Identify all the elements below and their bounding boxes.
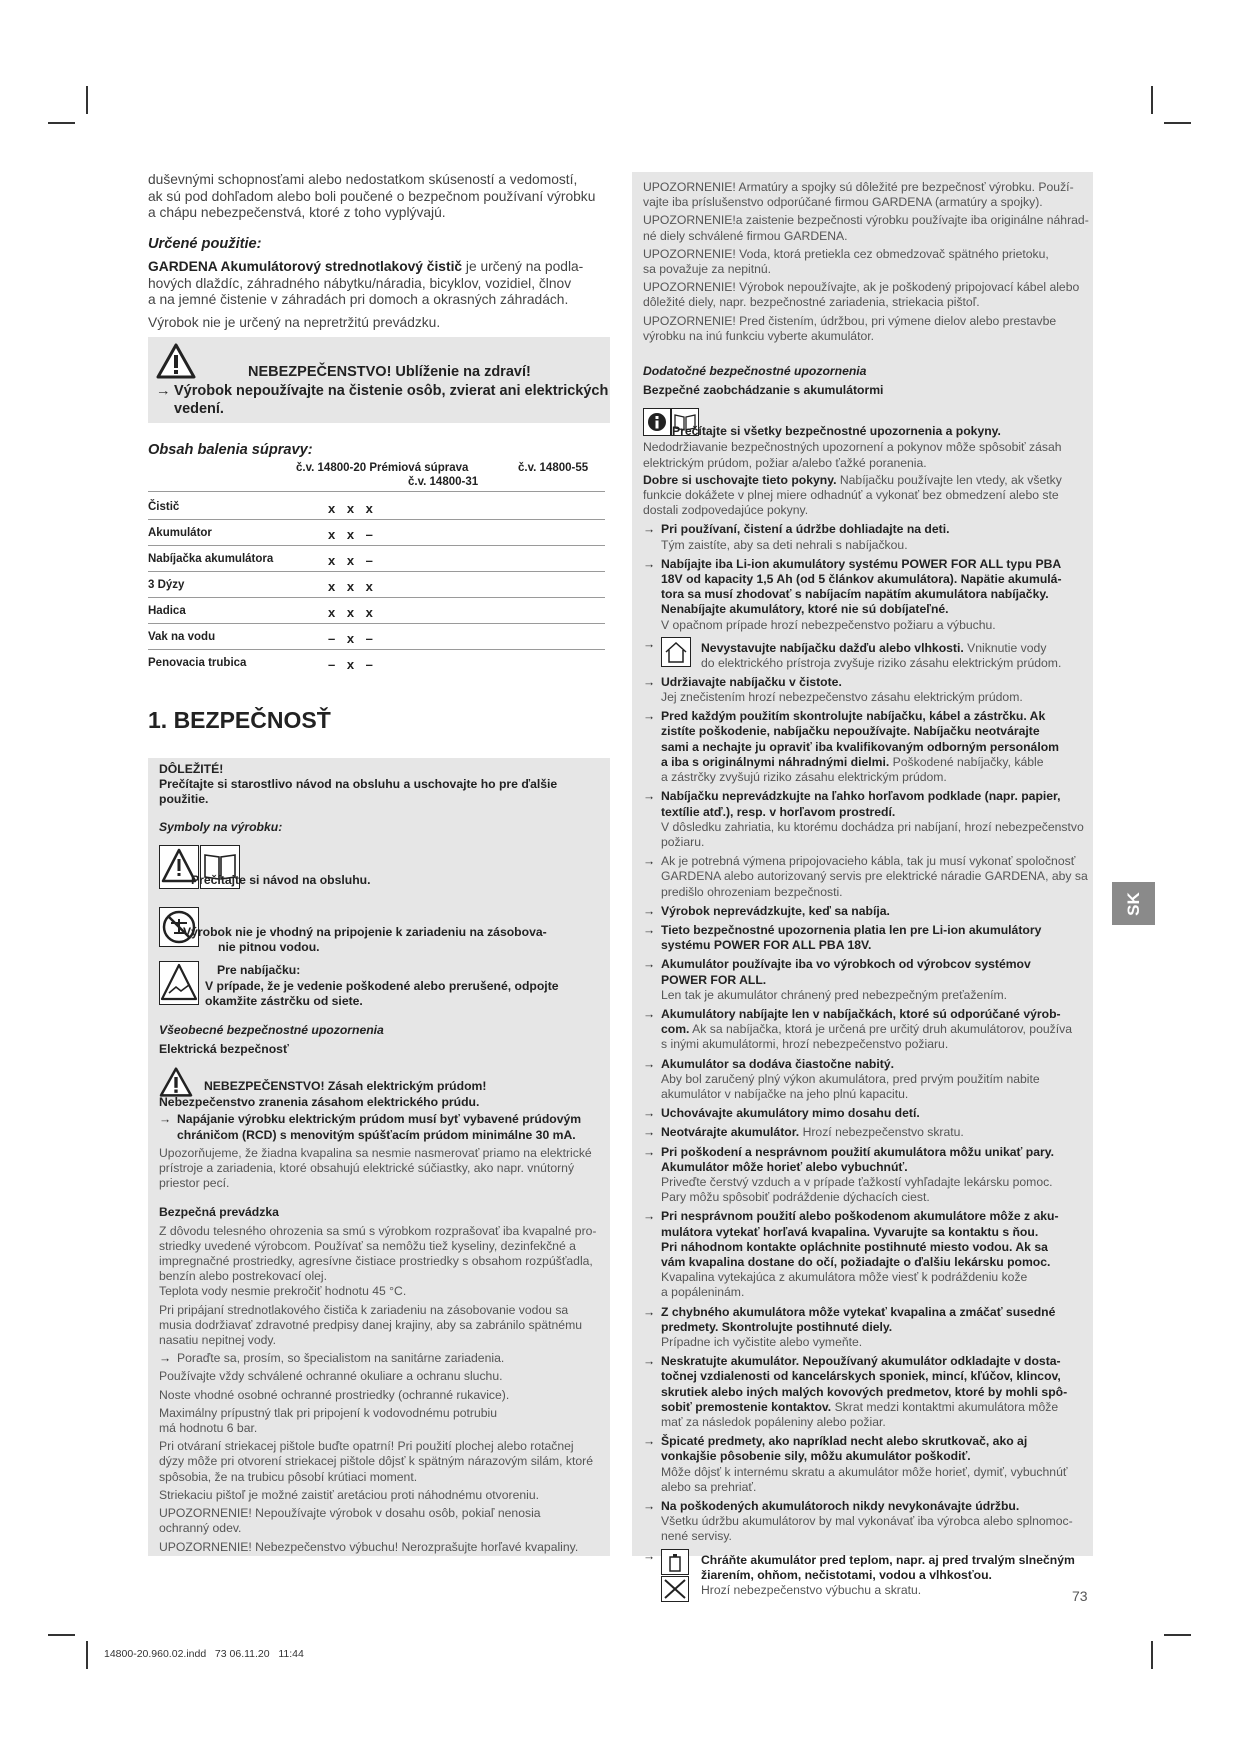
text-line: UPOZORNENIE!a zaistenie bezpečnosti výrobku používajte iba originálne náhrad- <box>643 213 1089 228</box>
text-line: výrobku na inú funkciu vyberte akumulátor. <box>643 328 875 343</box>
row-marks: x x x <box>328 605 377 620</box>
text-line: → Pred každým použitím skontrolujte nabíjačku, kábel a zástrčku. Ak <box>661 709 1046 724</box>
warning-icon <box>156 343 196 379</box>
read-all-row <box>643 408 1089 438</box>
text-line: vám kvapalina dostane do očí, požiadajte o ďalšiu lekársku pomoc. <box>661 1254 1051 1269</box>
danger-health-box <box>148 337 610 423</box>
table-row <box>148 651 605 675</box>
explosion-warning: UPOZORNENIE! Nebezpečenstvo výbuchu! Nerozprašujte horľavé kvapaliny. <box>159 1539 579 1554</box>
note-damaged <box>643 280 1089 310</box>
item-chargers <box>643 1007 1089 1053</box>
text-line: elektrickým prúdom, požiar a/alebo ťažké poranenia. <box>643 455 927 470</box>
text-line: UPOZORNENIE! Nepoužívajte výrobok v dosahu osôb, pokiaľ nenosia <box>159 1506 541 1521</box>
text-span: Nabíjačku používajte len vtedy, ak všetky <box>836 472 1062 487</box>
note-fittings <box>643 180 1089 210</box>
danger-electric <box>159 1067 605 1093</box>
text-span: Nevystavujte nabíjačku dažďu alebo vlhkosti. <box>701 640 964 655</box>
crop-mark <box>86 86 88 114</box>
text-line: zistíte poškodenie, nabíjačku nepoužívajte. Nabíjačku neotvárajte <box>661 724 1040 739</box>
text-line: → Udržiavajte nabíjačku v čistote. <box>661 674 842 689</box>
electric-heading: Elektrická bezpečnosť <box>159 1042 289 1057</box>
text-line: a na jemné čistenie v záhradách pri domoch a okrasných záhradách. <box>148 292 569 307</box>
lock-text: Striekaciu pištoľ je možné zaistiť aretáciou proti náhodnému otvoreniu. <box>159 1487 540 1502</box>
text-line: Pri náhodnom kontakte opláchnite postihnuté miesto vodou. Ak sa <box>661 1239 1048 1254</box>
text-span: Neotvárajte akumulátor. <box>661 1125 800 1140</box>
text-line: → Pri používaní, čistení a údržbe dohliadajte na deti. <box>661 522 950 537</box>
text-line: Nedodržiavanie bezpečnostných upozornení a pokynov môže spôsobiť zásah <box>643 440 1062 455</box>
note-spare-parts <box>643 213 1089 243</box>
crop-mark <box>1151 1641 1153 1669</box>
crop-mark <box>1151 86 1153 114</box>
general-heading: Všeobecné bezpečnostné upozornenia <box>159 1022 384 1037</box>
text-span: a iba s originálnymi náhradnými dielmi. <box>661 754 890 769</box>
text-line: benzín alebo postrekovací olej. <box>159 1269 328 1284</box>
important-title: DÔLEŽITÉ! <box>159 762 224 776</box>
house-icon <box>661 637 691 667</box>
text-line: Pri pripájaní strednotlakového čističa k zariadeniu na zásobovanie vodou sa <box>159 1302 569 1317</box>
table-row <box>148 625 605 650</box>
table-row <box>148 599 605 624</box>
text-line: → Chráňte akumulátor pred teplom, napr. aj pred trvalým slnečným <box>701 1552 1075 1567</box>
danger-health-text <box>156 383 618 418</box>
text-line: Akumulátor môže horieť alebo vybuchnúť. <box>661 1159 908 1174</box>
text-line: sa považuje za nepitnú. <box>643 262 772 277</box>
row-marks: x x x <box>328 579 377 594</box>
intro-line: a chápu nebezpečenstvá, ktoré z toho vyplývajú. <box>148 205 446 220</box>
specialist-advice: → Poraďte sa, prosím, so špecialistom na sanitárne zariadenia. <box>159 1351 605 1366</box>
text-span: sobiť premostenie kontaktov. <box>661 1399 832 1414</box>
text-line: hových dlaždíc, záhradného nábytku/náradia, bicyklov, vozidiel, člnov <box>148 275 572 291</box>
text-line: dýzy môže pri otvorení striekacej pištole dôjsť k spätným nárazovým silám, ktoré <box>159 1454 594 1469</box>
warning-icon <box>159 1067 193 1097</box>
neglect-text <box>643 440 1089 470</box>
text-line: Hrozí nebezpečenstvo výbuchu a skratu. <box>701 1583 922 1598</box>
continuous-use-note: Výrobok nie je určený na nepretržitú prevádzku. <box>148 314 441 330</box>
text-line: s inými akumulátormi, hrozí nebezpečenstvo požiaru. <box>661 1037 949 1052</box>
text-line: Len tak je akumulátor chránený pred nebezpečným preťažením. <box>661 987 1008 1002</box>
row-marks: – x – <box>328 657 377 672</box>
text-line: V prípade, že je vedenie poškodené alebo prerušené, odpojte <box>205 978 559 993</box>
note-remove-battery <box>643 314 1089 344</box>
col-header-31: č.v. 14800-31 <box>408 476 479 488</box>
text-line: → Nabíjačku neprevádzkujte na ľahko horľavom podklade (napr. papier, <box>661 789 1061 804</box>
text-line: Výrobok nie je vhodný na pripojenie k zariadeniu na zásobova- <box>183 924 547 939</box>
text-line: UPOZORNENIE! Voda, ktorá pretiekla cez obmedzovač spätného prietoku, <box>643 246 1049 261</box>
col-header-20: č.v. 14800-20 Prémiová súprava <box>296 462 469 474</box>
danger-health-title: NEBEZPEČENSTVO! Ublíženie na zdraví! <box>248 364 531 380</box>
text-line: systému POWER FOR ALL PBA 18V. <box>661 938 872 953</box>
crop-mark <box>48 122 75 124</box>
no-fire-icon <box>661 1576 689 1602</box>
text-span: je určený na podla- <box>462 259 584 274</box>
text-line: použitie. <box>159 792 209 807</box>
text-line: predišlo ohrozeniam bezpečnosti. <box>661 884 843 899</box>
connection-text <box>159 1303 605 1349</box>
text-line: ochranný odev. <box>159 1521 242 1536</box>
intro-line: ak sú pod dohľadom alebo boli poučené o bezpečnom používaní výrobku <box>148 188 596 204</box>
text-line: Upozorňujeme, že žiadna kvapalina sa nesmie nasmerovať priamo na elektrické <box>159 1145 592 1160</box>
text-line: nasatiu nepitnej vody. <box>159 1333 276 1348</box>
text-line: predmety. Skontrolujte postihnuté diely. <box>661 1319 893 1334</box>
symbol-title: Pre nabíjačku: <box>217 962 301 977</box>
text-line: Z dôvodu telesného ohrozenia sa smú s výrobkom rozprašovať iba kvapalné pro- <box>159 1223 597 1238</box>
text-span: Skrat medzi kontaktmi akumulátora môže <box>831 1399 1059 1414</box>
item-flammable <box>643 789 1089 850</box>
text-line: Pri otváraní striekacej pištole buďte opatrní! Pri použití plochej alebo rotačnej <box>159 1439 574 1454</box>
text-line: → Výrobok nepoužívajte na čistenie osôb, zvierat ani elektrických <box>174 383 609 399</box>
row-marks: x x x <box>328 501 377 516</box>
text-line: UPOZORNENIE! Armatúry a spojky sú dôležité pre bezpečnosť výrobku. Použí- <box>643 180 1074 194</box>
text-line: né diely schválené firmou GARDENA. <box>643 228 848 243</box>
text-line: V opačnom prípade hrozí nebezpečenstvo požiaru a výbuchu. <box>661 617 996 632</box>
safe-operation-heading: Bezpečná prevádzka <box>159 1205 279 1220</box>
item-maintenance <box>643 1499 1089 1545</box>
intended-use-heading: Určené použitie: <box>148 236 262 252</box>
symbol-label <box>205 979 559 1009</box>
text-line: skrutiek alebo iných malých kovových predmetov, ktoré by mohli spô- <box>661 1384 1068 1399</box>
table-divider <box>148 491 605 492</box>
package-heading: Obsah balenia súpravy: <box>148 442 313 458</box>
text-span: Ak sa nabíjačka, ktorá je určená pre určitý druh akumulátorov, používa <box>689 1022 1072 1037</box>
text-line: → Akumulátor sa dodáva čiastočne nabitý. <box>661 1056 894 1071</box>
text-line: Kvapalina vytekajúca z akumulátora môže viesť k podráždeniu kože <box>661 1270 1028 1285</box>
text-line: Môže dôjsť k internému skratu a akumulátor môže horieť, dymiť, vybuchnúť <box>661 1464 1068 1479</box>
text-line: → Akumulátor používajte iba vo výrobkoch od výrobcov systémov <box>661 957 1031 972</box>
text-line: 18V od kapacity 1,5 Ah (od 5 článkov akumulátora). Napätie akumulá- <box>661 572 1062 587</box>
row-label: Čistič <box>148 501 180 513</box>
text-line: POWER FOR ALL. <box>661 972 767 987</box>
table-row <box>148 495 605 520</box>
text-line: → Akumulátory nabíjajte len v nabíjačkách, ktoré sú odporúčané výrob- <box>661 1006 1061 1021</box>
text-line: → Špicaté predmety, ako napríklad necht alebo skrutkovač, ako aj <box>661 1434 1028 1449</box>
item-clean <box>643 675 1089 705</box>
clothing-text: Noste vhodné osobné ochranné prostriedky (ochranné rukavice). <box>159 1387 510 1402</box>
text-span: Vniknutie vody <box>963 640 1047 655</box>
text-line: UPOZORNENIE! Pred čistením, údržbou, pri výmene dielov alebo prestavbe <box>643 313 1057 328</box>
row-label: Hadica <box>148 605 186 617</box>
text-line: spôsobia, že na trubicu pôsobí krútiaci moment. <box>159 1469 418 1484</box>
item-children <box>643 522 1089 552</box>
text-line: sami a nechajte ju opraviť iba kvalifikovaným odborným personálom <box>661 739 1059 754</box>
page-number: 73 <box>1072 1588 1088 1604</box>
text-line: žiarením, ohňom, nečistotami, vodou a vlhkosťou. <box>701 1567 992 1582</box>
text-span: com. <box>661 1022 690 1037</box>
text-line: vedení. <box>174 400 224 417</box>
crop-mark <box>86 1641 88 1669</box>
row-label: Nabíjačka akumulátora <box>148 553 274 565</box>
text-line: dostali zodpovedajúce pokyny. <box>643 503 809 518</box>
row-label: Akumulátor <box>148 527 212 539</box>
item-rain <box>643 637 1089 671</box>
item-heat <box>643 1549 1089 1609</box>
item-no-open <box>643 1125 1089 1140</box>
pressure-text <box>159 1406 605 1436</box>
row-marks: – x – <box>328 631 377 646</box>
item-liquid <box>643 1209 1089 1300</box>
file-footer: 14800-20.960.02.indd 73 06.11.20 11:44 <box>104 1648 304 1660</box>
text-line: → Tieto bezpečnostné upozornenia platia len pre Li-ion akumulátory <box>661 922 1042 937</box>
text-line: chráničom (RCD) s menovitým spúšťacím prúdom minimálne 30 mA. <box>177 1127 576 1142</box>
text-line: Prečítajte si starostlivo návod na obsluhu a uschovajte ho pre ďalšie <box>159 777 558 792</box>
keep-instructions <box>643 473 1089 519</box>
item-partial <box>643 1057 1089 1103</box>
table-row <box>148 521 605 546</box>
text-line: Jej znečistením hrozí nebezpečenstvo zásahu elektrickým prúdom. <box>661 690 1023 705</box>
text-line: nené servisy. <box>661 1529 732 1544</box>
text-line: Tým zaistíte, aby sa deti nehrali s nabíjačkou. <box>661 537 908 552</box>
note-backflow <box>643 247 1089 277</box>
symbol-label <box>183 925 547 955</box>
text-line: a popáleninám. <box>661 1285 745 1300</box>
product-name: GARDENA Akumulátorový strednotlakový čistič <box>148 259 463 274</box>
text-line: → Pri poškodení a nesprávnom použití akumulátora môžu unikať pary. <box>661 1144 1054 1159</box>
text-line: a zástrčky zvyšujú riziko zásahu elektrickým prúdom. <box>661 770 947 785</box>
safety-panel-left <box>148 758 610 1556</box>
text-line: impregnačné prostriedky, agresívne čistiace prostriedky s obsahom rozpúšťadla, <box>159 1254 593 1269</box>
table-row <box>148 573 605 598</box>
item-liion-only <box>643 923 1089 953</box>
pistol-text <box>159 1439 605 1485</box>
symbol-label: Prečítajte si návod na obsluhu. <box>191 872 371 887</box>
symbol-charger <box>159 961 605 1009</box>
text-line: akumulátor v nabíjačke na jeho plnú kapacitu. <box>661 1086 909 1101</box>
language-tab-label: SK <box>1123 891 1143 916</box>
text-line: točnej vzdialenosti od kancelárskych sponiek, mincí, kľúčov, klincov, <box>661 1369 1061 1384</box>
table-row <box>148 547 605 572</box>
item-liion <box>643 557 1089 633</box>
symbols-heading: Symboly na výrobku: <box>159 819 283 834</box>
item-check <box>643 709 1089 785</box>
text-line: okamžite zástrčku od siete. <box>205 994 363 1009</box>
text-span: Dobre si uschovajte tieto pokyny. <box>643 472 837 487</box>
row-marks: x x – <box>328 553 377 568</box>
text-span: Hrozí nebezpečenstvo skratu. <box>799 1125 964 1140</box>
safe-operation-text <box>159 1224 605 1300</box>
text-line: má hodnotu 6 bar. <box>159 1421 258 1436</box>
item-sharp <box>643 1434 1089 1495</box>
text-line: → Ak je potrebná výmena pripojovacieho kábla, tak ju musí vykonať spoločnosť <box>661 854 1076 869</box>
text-line: striedky uvedené výrobcom. Používať sa nemôžu tiež kyseliny, dezinfekčné a <box>159 1238 576 1253</box>
text-line: → Neskratujte akumulátor. Nepoužívaný akumulátor odkladajte v dosta- <box>661 1354 1061 1369</box>
text-line: nie pitnou vodou. <box>218 940 320 955</box>
row-label: 3 Dýzy <box>148 579 185 591</box>
text-line: požiaru. <box>661 834 705 849</box>
crop-mark <box>1164 1634 1191 1636</box>
charger-warning-icon <box>159 961 199 1005</box>
language-tab <box>1112 882 1155 925</box>
danger-electric-sub: Nebezpečenstvo zranenia zásahom elektrického prúdu. <box>159 1095 480 1110</box>
text-line: tora sa musí zhodovať s nabíjacím napätím akumulátora nabíjačky. <box>661 587 1049 602</box>
item-products-only <box>643 957 1089 1003</box>
text-line: Teplota vody nesmie prekročiť hodnotu 45 °C. <box>159 1284 407 1299</box>
liquid-warning <box>159 1146 605 1192</box>
extra-heading: Dodatočné bezpečnostné upozornenia <box>643 364 867 379</box>
symbol-no-potable <box>159 907 605 955</box>
item-vapors <box>643 1145 1089 1206</box>
row-label: Penovacia trubica <box>148 657 247 669</box>
text-line: funkcie dokážete v plnej miere odhadnúť a vykonať bez obmedzení alebo ste <box>643 488 1059 503</box>
text-line: Priveďte čerstvý vzduch a v prípade ťažkostí vyhľadajte lekársku pomoc. <box>661 1174 1053 1189</box>
text-line: → Pri nesprávnom použití alebo poškodenom akumulátore môže z aku- <box>661 1209 1059 1224</box>
text-line: → Z chybného akumulátora môže vytekať kvapalina a zmáčať susedné <box>661 1304 1056 1319</box>
crop-mark <box>48 1634 75 1636</box>
col-header-55: č.v. 14800-55 <box>518 462 589 474</box>
intro-line: duševnými schopnosťami alebo nedostatkom skúseností a vedomostí, <box>148 172 578 187</box>
text-line: Prípadne ich vyčistite alebo vymeňte. <box>661 1335 863 1349</box>
battery-heading: Bezpečné zaobchádzanie s akumulátormi <box>643 383 884 398</box>
text-line: musia dodržiavať zdravotné predpisy danej krajiny, aby sa zabránilo spätnému <box>159 1317 583 1332</box>
danger-electric-title: NEBEZPEČENSTVO! Zásah elektrickým prúdom! <box>204 1079 487 1094</box>
row-label: Vak na vodu <box>148 631 216 643</box>
text-line: V dôsledku zahriatia, ku ktorému dochádza pri nabíjaní, hrozí nebezpečenstvo <box>661 819 1084 834</box>
text-line: do elektrického prístroja zvyšuje riziko zásahu elektrickým prúdom. <box>701 655 1062 670</box>
text-line: Maximálny prípustný tlak pri pripojení k vodovodnému potrubiu <box>159 1405 498 1420</box>
text-line: textílie atď.), resp. v horľavom prostredí. <box>661 804 896 819</box>
read-instructions-icon <box>643 408 671 436</box>
item-short <box>643 1354 1089 1430</box>
row-marks: x x – <box>328 527 377 542</box>
persons-warning <box>159 1506 605 1536</box>
text-line: Aby bol zaručený plný výkon akumulátora, pred prvým použitím nabite <box>661 1071 1040 1086</box>
text-line: → Na poškodených akumulátoroch nikdy nevykonávajte údržbu. <box>661 1499 1020 1514</box>
section-title: 1. BEZPEČNOSŤ <box>148 707 331 733</box>
text-line: vajte iba príslušenstvo odporúčané firmou GARDENA (armatúry a spojky). <box>643 195 1043 210</box>
text-line: priestor pecí. <box>159 1176 230 1191</box>
intro-text <box>148 172 595 222</box>
text-line: UPOZORNENIE! Výrobok nepoužívajte, ak je poškodený pripojovací kábel alebo <box>643 280 1080 295</box>
goggles-text: Používajte vždy schválené ochranné okuliare a ochranu sluchu. <box>159 1369 503 1384</box>
text-line: vonkajšie pôsobenie sily, môžu akumulátor poškodiť. <box>661 1449 971 1464</box>
text-line: alebo sa prehriať. <box>661 1479 757 1494</box>
rcd-requirement <box>159 1112 605 1142</box>
item-cable <box>643 854 1089 900</box>
text-line: prístroje a zariadenia, ktoré obsahujú elektrické súčiastky, ako napr. vnútorný <box>159 1161 575 1176</box>
text-line: Pary môžu spôsobiť podráždenie dýchacích ciest. <box>661 1190 930 1205</box>
intended-use-text <box>148 259 583 309</box>
text-line: mať za následok popáleniny alebo požiar. <box>661 1415 886 1430</box>
read-all-text: Prečítajte si všetky bezpečnostné upozornenia a pokyny. <box>672 424 1001 439</box>
item-kids-away: → Uchovávajte akumulátory mimo dosahu detí. <box>643 1106 1089 1121</box>
important-text <box>159 777 605 807</box>
text-span: Poškodené nabíjačky, káble <box>889 754 1044 769</box>
text-line: GARDENA alebo autorizovaný servis pre elektrické náradie GARDENA, aby sa <box>661 869 1088 884</box>
text-line: → Napájanie výrobku elektrickým prúdom musí byť vybavené prúdovým <box>177 1112 582 1127</box>
text-line: dôležité diely, napr. bezpečnostné zariadenia, striekacia pištoľ. <box>643 295 980 310</box>
item-no-use-charging: → Výrobok neprevádzkujte, keď sa nabíja. <box>643 904 1089 919</box>
intended-use-section <box>148 236 583 331</box>
text-line: Všetku údržbu akumulátorov by mal vykonávať iba výrobca alebo splnomoc- <box>661 1514 1073 1529</box>
text-line: mulátora vytekať horľavá kvapalina. Vyvarujte sa kontaktu s ňou. <box>661 1224 1039 1239</box>
symbol-read-manual <box>159 845 605 893</box>
crop-mark <box>1164 122 1191 124</box>
sun-protection-icon <box>661 1549 689 1575</box>
text-line: Nenabíjajte akumulátory, ktoré nie sú dobíjateľné. <box>661 602 949 617</box>
item-wet <box>643 1305 1089 1351</box>
text-line: → Nabíjajte iba Li-ion akumulátory systému POWER FOR ALL typu PBA <box>661 556 1062 571</box>
